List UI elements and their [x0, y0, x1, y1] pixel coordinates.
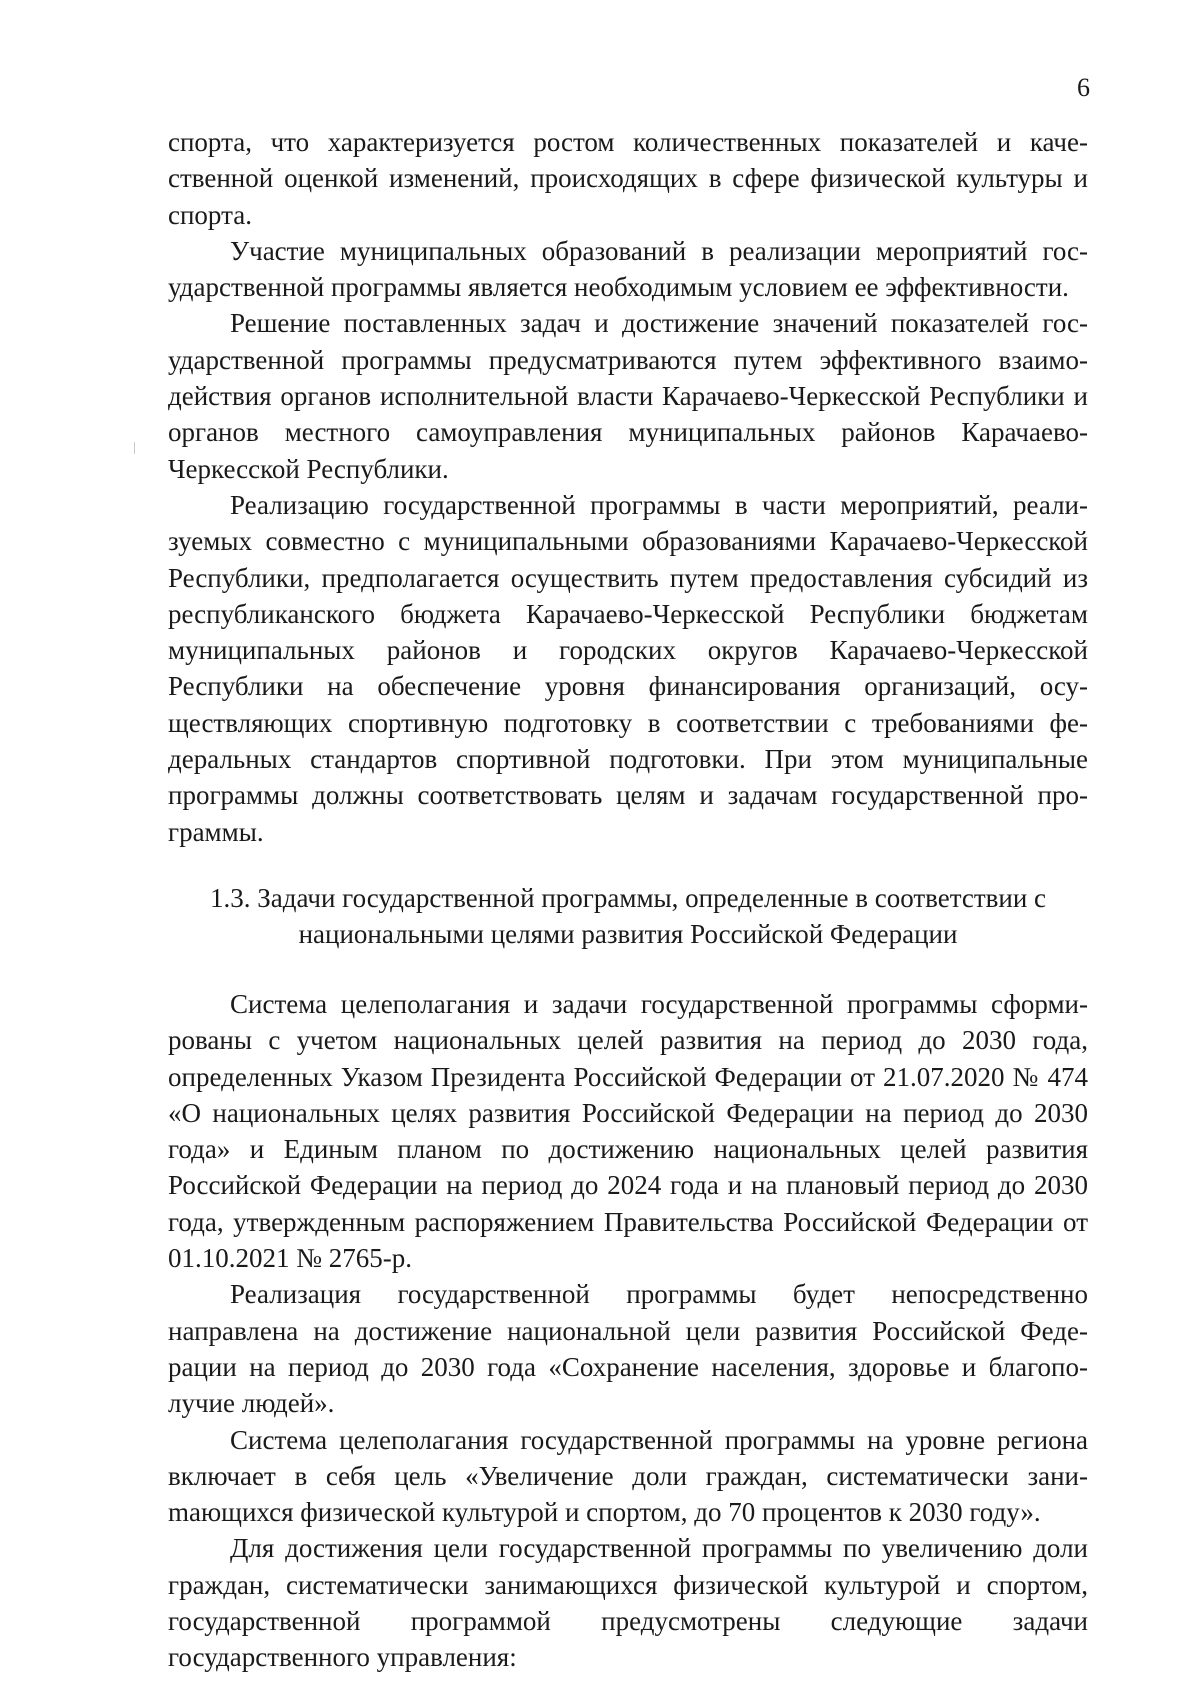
paragraph-management-tasks: Для достижения цели государственной программы по увеличению доли граждан, систематически занимающихся физической культурой и спортом, государственной программой предусмотрены следующие задачи государственного управления:	[168, 1533, 1088, 1673]
paragraph-program-implementation: Реализацию государственной программы в части мероприятий, реализуемых совместно с муниципальными образованиями Карачаево-Черкесской Республики, предполагается осуществить путем предоставления субсидий из республиканского бюджета Карачаево-Черкесской Республики бюджетам муниципальных районов и городских округов Карачаево-Черкесской Республики на обеспечение уровня финансирования организаций, осуществляющих спортивную подготовку в соответствии с требованиями федеральных стандартов спортивной подготовки. При этом муниципальные программы должны соответствовать целям и задачам государственной программы.	[168, 489, 1088, 847]
paragraph-regional-goal: Система целеполагания государственной программы на уровне региона включает в себя цель «Увеличение доли граждан, систематически заниmающихся физической культурой и спортом, до 70 процентов к 2030 году».	[168, 1424, 1088, 1528]
paragraph-goal-setting-system: Система целеполагания и задачи государственной программы сформированы с учетом национальных целей развития на период до 2030 года, определенных Указом Президента Российской Федерации от 21.07.2020 № 474 «О национальных целях развития Российской Федерации на период до 2030 года» и Единым планом по достижению национальных целей развития Российской Федерации на период до 2024 года и на плановый период до 2030 года, утвержденным распоряжением Правительства Российской Федерации от 01.10.2021 № 2765-р.	[168, 988, 1088, 1274]
paragraph-sport-continuation: спорта, что характеризуется ростом количественных показателей и качественной оценкой изменений, происходящих в сфере физической культуры и спорта.	[168, 127, 1088, 230]
paragraph-tasks-solution: Решение поставленных задач и достижение значений показателей государственной программы предусматриваются путем эффективного взаимодействия органов исполнительной власти Карачаево-Черкесской Республики и органов местного самоуправления муниципальных районов Карачаево-Черкесской Республики.	[168, 308, 1088, 484]
paragraph-municipal-participation: Участие муниципальных образований в реализации мероприятий государственной программы является необходимым условием ее эффективности.	[168, 235, 1088, 303]
document-body	[168, 124, 1088, 1676]
scan-artifact-mark	[134, 442, 135, 454]
section-heading-1-3: 1.3. Задачи государственной программы, определенные в соответствии с национальными целями развития Российской Федерации	[210, 882, 1046, 949]
paragraph-national-goal: Реализация государственной программы будет непосредственно направлена на достижение национальной цели развития Российской Федерации на период до 2030 года «Сохранение населения, здоровье и благополучие людей».	[168, 1279, 1088, 1419]
page-number: 6	[1077, 73, 1090, 102]
